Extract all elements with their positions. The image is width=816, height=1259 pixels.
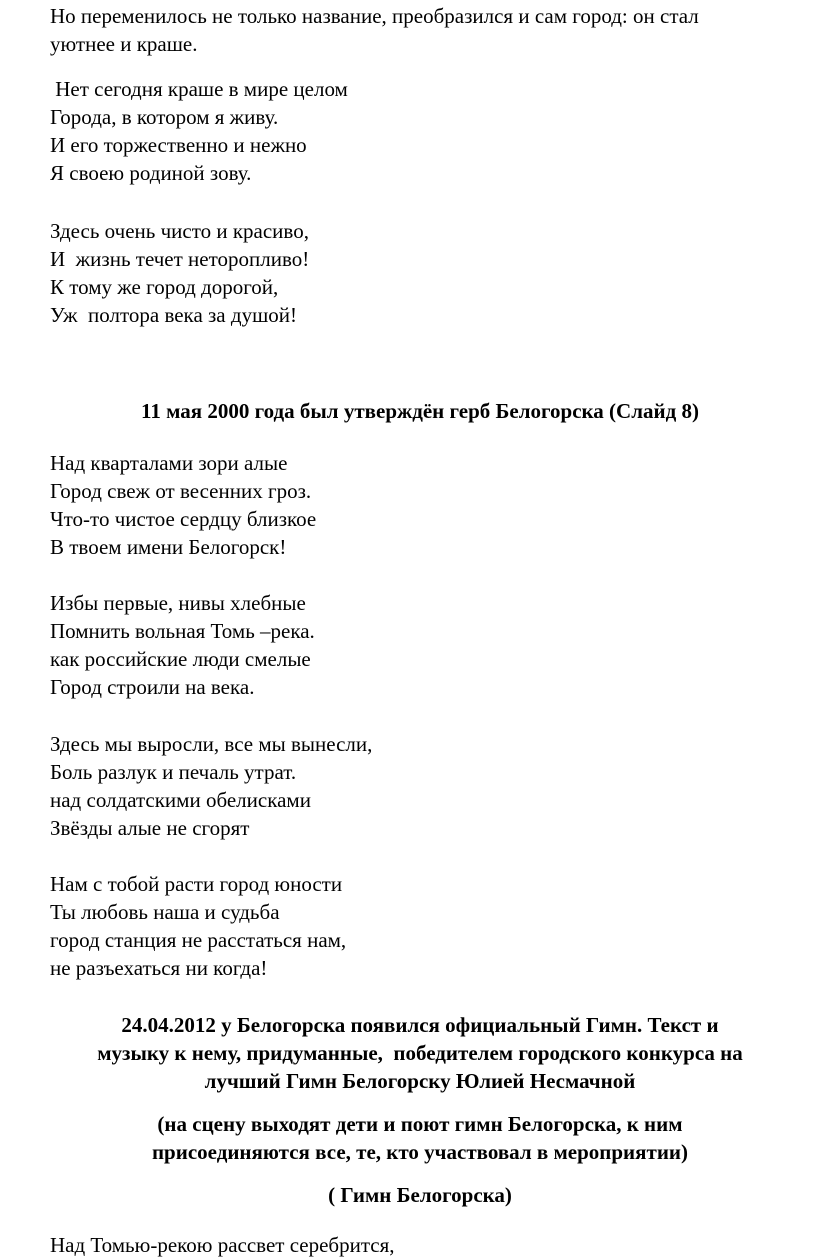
poem-line: Здесь мы выросли, все мы вынесли, bbox=[50, 732, 373, 756]
poem-line: Я своею родиной зову. bbox=[50, 161, 252, 185]
stage-direction bbox=[50, 1110, 790, 1166]
poem-line: Здесь очень чисто и красиво, bbox=[50, 219, 309, 243]
section-heading-anthem bbox=[50, 1011, 790, 1095]
poem-line: Ты любовь наша и судьба bbox=[50, 900, 280, 924]
poem-stanza bbox=[50, 217, 790, 329]
poem-line: Город свеж от весенних гроз. bbox=[50, 479, 312, 503]
text-line: Но переменилось не только название, преобразился и сам город: он стал bbox=[50, 4, 699, 28]
poem-stanza bbox=[50, 730, 790, 842]
poem-line: И жизнь течет неторопливо! bbox=[50, 247, 310, 271]
heading-line: 24.04.2012 у Белогорска появился официальный Гимн. Текст и bbox=[121, 1013, 719, 1037]
heading-line: лучший Гимн Белогорску Юлией Несмачной bbox=[204, 1069, 636, 1093]
poem-line: Над Томью-рекою рассвет серебрится, bbox=[50, 1233, 395, 1257]
heading-line: ( Гимн Белогорска) bbox=[328, 1183, 512, 1207]
heading-line: музыку к нему, придуманные, победителем городского конкурса на bbox=[97, 1041, 743, 1065]
poem-line: Что-то чистое сердцу близкое bbox=[50, 507, 317, 531]
poem-line: Уж полтора века за душой! bbox=[50, 303, 297, 327]
heading-line: присоединяются все, те, кто участвовал в мероприятии) bbox=[151, 1140, 689, 1164]
section-heading-coat-of-arms bbox=[50, 397, 790, 425]
poem-line: Город строили на века. bbox=[50, 675, 255, 699]
poem-line: над солдатскими обелисками bbox=[50, 788, 311, 812]
poem-line: не разъехаться ни когда! bbox=[50, 956, 268, 980]
poem-line: К тому же город дорогой, bbox=[50, 275, 279, 299]
text-line: уютнее и краше. bbox=[50, 32, 198, 56]
poem-line: как российские люди смелые bbox=[50, 647, 311, 671]
heading-line: (на сцену выходят дети и поют гимн Белогорска, к ним bbox=[157, 1112, 683, 1136]
poem-line: Избы первые, нивы хлебные bbox=[50, 591, 306, 615]
poem-line: Нет сегодня краше в мире целом bbox=[50, 77, 348, 101]
anthem-title bbox=[50, 1181, 790, 1209]
poem-stanza bbox=[50, 449, 790, 561]
poem-stanza bbox=[50, 75, 790, 187]
poem-line: Нам с тобой расти город юности bbox=[50, 872, 343, 896]
poem-line: Над кварталами зори алые bbox=[50, 451, 288, 475]
poem-line: Боль разлук и печаль утрат. bbox=[50, 760, 297, 784]
poem-line: Помнить вольная Томь –река. bbox=[50, 619, 315, 643]
heading-line: 11 мая 2000 года был утверждён герб Белогорска (Слайд 8) bbox=[141, 399, 699, 423]
poem-stanza bbox=[50, 589, 790, 701]
poem-line: город станция не расстаться нам, bbox=[50, 928, 347, 952]
poem-line: И его торжественно и нежно bbox=[50, 133, 307, 157]
poem-line: Звёзды алые не сгорят bbox=[50, 816, 250, 840]
poem-line: Города, в котором я живу. bbox=[50, 105, 279, 129]
poem-stanza bbox=[50, 870, 790, 982]
anthem-first-line bbox=[50, 1231, 790, 1259]
intro-paragraph bbox=[50, 2, 790, 58]
poem-line: В твоем имени Белогорск! bbox=[50, 535, 287, 559]
